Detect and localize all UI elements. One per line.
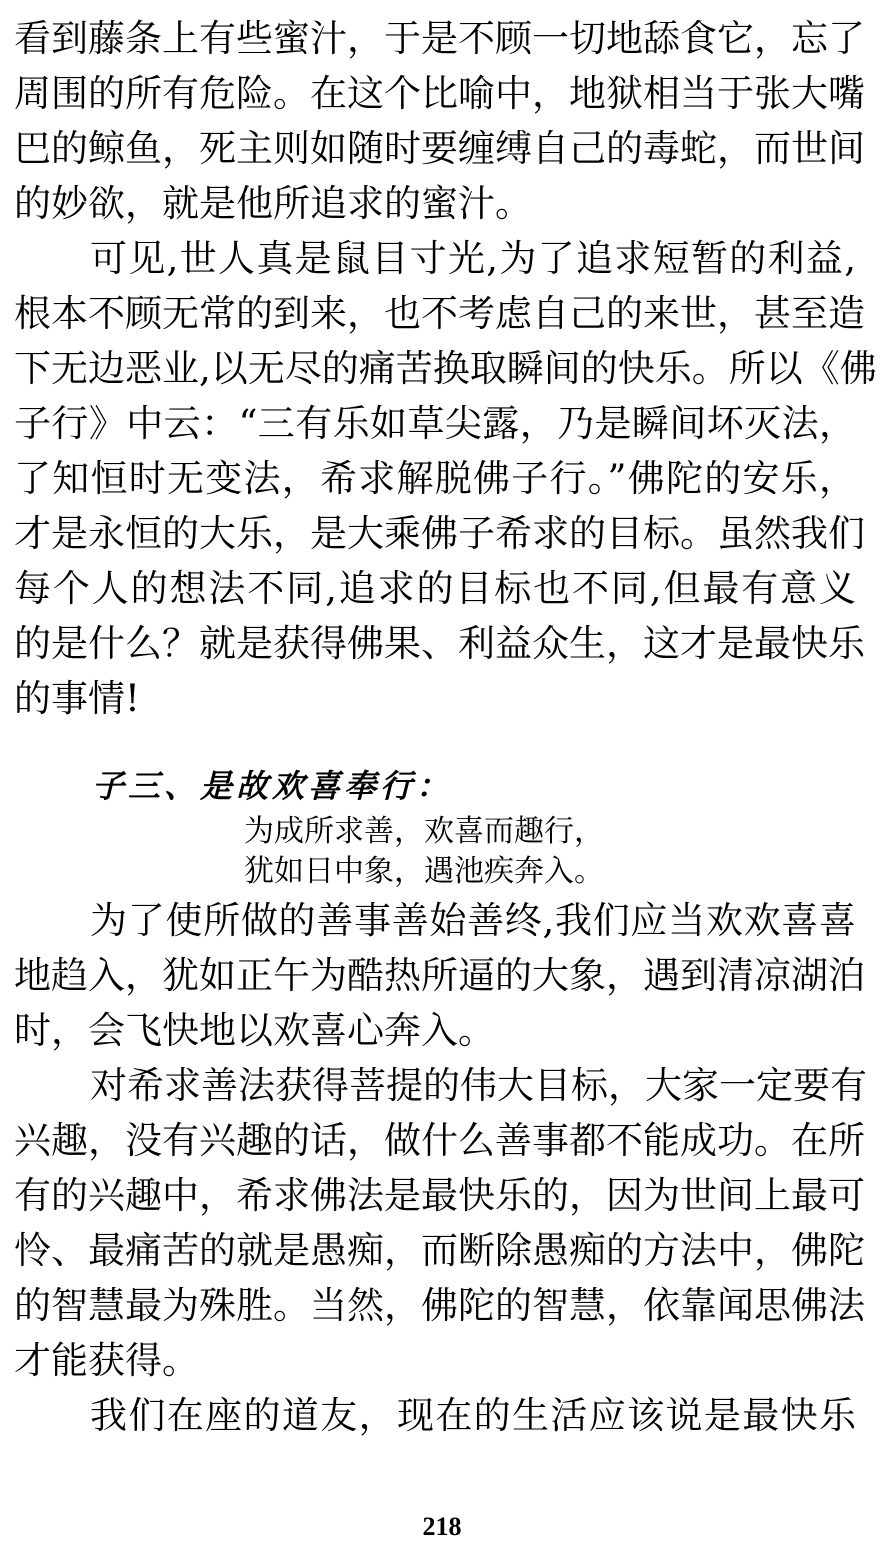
paragraph-4-line-5: 的智慧最为殊胜。当然，佛陀的智慧，依靠闻思佛法: [14, 1284, 865, 1327]
paragraph-2-line-7: 每个人的想法不同,追求的目标也不同,但最有意义: [14, 567, 856, 610]
paragraph-2-line-8: 的是什么？就是获得佛果、利益众生，这才是最快乐: [14, 622, 865, 665]
paragraph-2-line-9: 的事情!: [14, 677, 140, 720]
paragraph-1-line-1: 看到藤条上有些蜜汁，于是不顾一切地舔食它，忘了: [14, 17, 865, 60]
paragraph-5-line-1: 我们在座的道友，现在的生活应该说是最快乐: [90, 1394, 856, 1437]
paragraph-2-line-4: 子行》中云：“三有乐如草尖露，乃是瞬间坏灭法，: [14, 402, 856, 445]
paragraph-2-line-6: 才是永恒的大乐，是大乘佛子希求的目标。虽然我们: [14, 512, 865, 555]
paragraph-3-line-2: 地趋入，犹如正午为酷热所逼的大象，遇到清凉湖泊: [14, 954, 865, 997]
verse-line-1: 为成所求善，欢喜而趣行，: [244, 814, 604, 849]
paragraph-4-line-6: 才能获得。: [14, 1339, 199, 1382]
paragraph-3-line-3: 时，会飞快地以欢喜心奔入。: [14, 1009, 495, 1052]
paragraph-4-line-2: 兴趣，没有兴趣的话，做什么善事都不能成功。在所: [14, 1119, 865, 1162]
paragraph-4-line-4: 怜、最痛苦的就是愚痴，而断除愚痴的方法中，佛陀: [14, 1229, 865, 1272]
section-heading: 子三、是故欢喜奉行：: [92, 767, 453, 805]
page-number: 218: [422, 1512, 462, 1541]
paragraph-2-line-1: 可见,世人真是鼠目寸光,为了追求短暂的利益,: [90, 237, 856, 280]
paragraph-1-line-4: 的妙欲，就是他所追求的蜜汁。: [14, 182, 532, 225]
paragraph-2-line-5: 了知恒时无变法，希求解脱佛子行。”佛陀的安乐，: [14, 457, 856, 500]
paragraph-3-line-1: 为了使所做的善事善始善终,我们应当欢欢喜喜: [90, 899, 856, 942]
verse-line-2: 犹如日中象，遇池疾奔入。: [244, 854, 604, 889]
paragraph-4-line-1: 对希求善法获得菩提的伟大目标，大家一定要有: [90, 1064, 867, 1107]
paragraph-1-line-3: 巴的鲸鱼，死主则如随时要缠缚自己的毒蛇，而世间: [14, 127, 865, 170]
paragraph-2-line-3: 下无边恶业,以无尽的痛苦换取瞬间的快乐。所以《佛: [14, 347, 877, 390]
paragraph-2-line-2: 根本不顾无常的到来，也不考虑自己的来世，甚至造: [14, 292, 865, 335]
paragraph-4-line-3: 有的兴趣中，希求佛法是最快乐的，因为世间上最可: [14, 1174, 865, 1217]
paragraph-1-line-2: 周围的所有危险。在这个比喻中，地狱相当于张大嘴: [14, 72, 865, 115]
